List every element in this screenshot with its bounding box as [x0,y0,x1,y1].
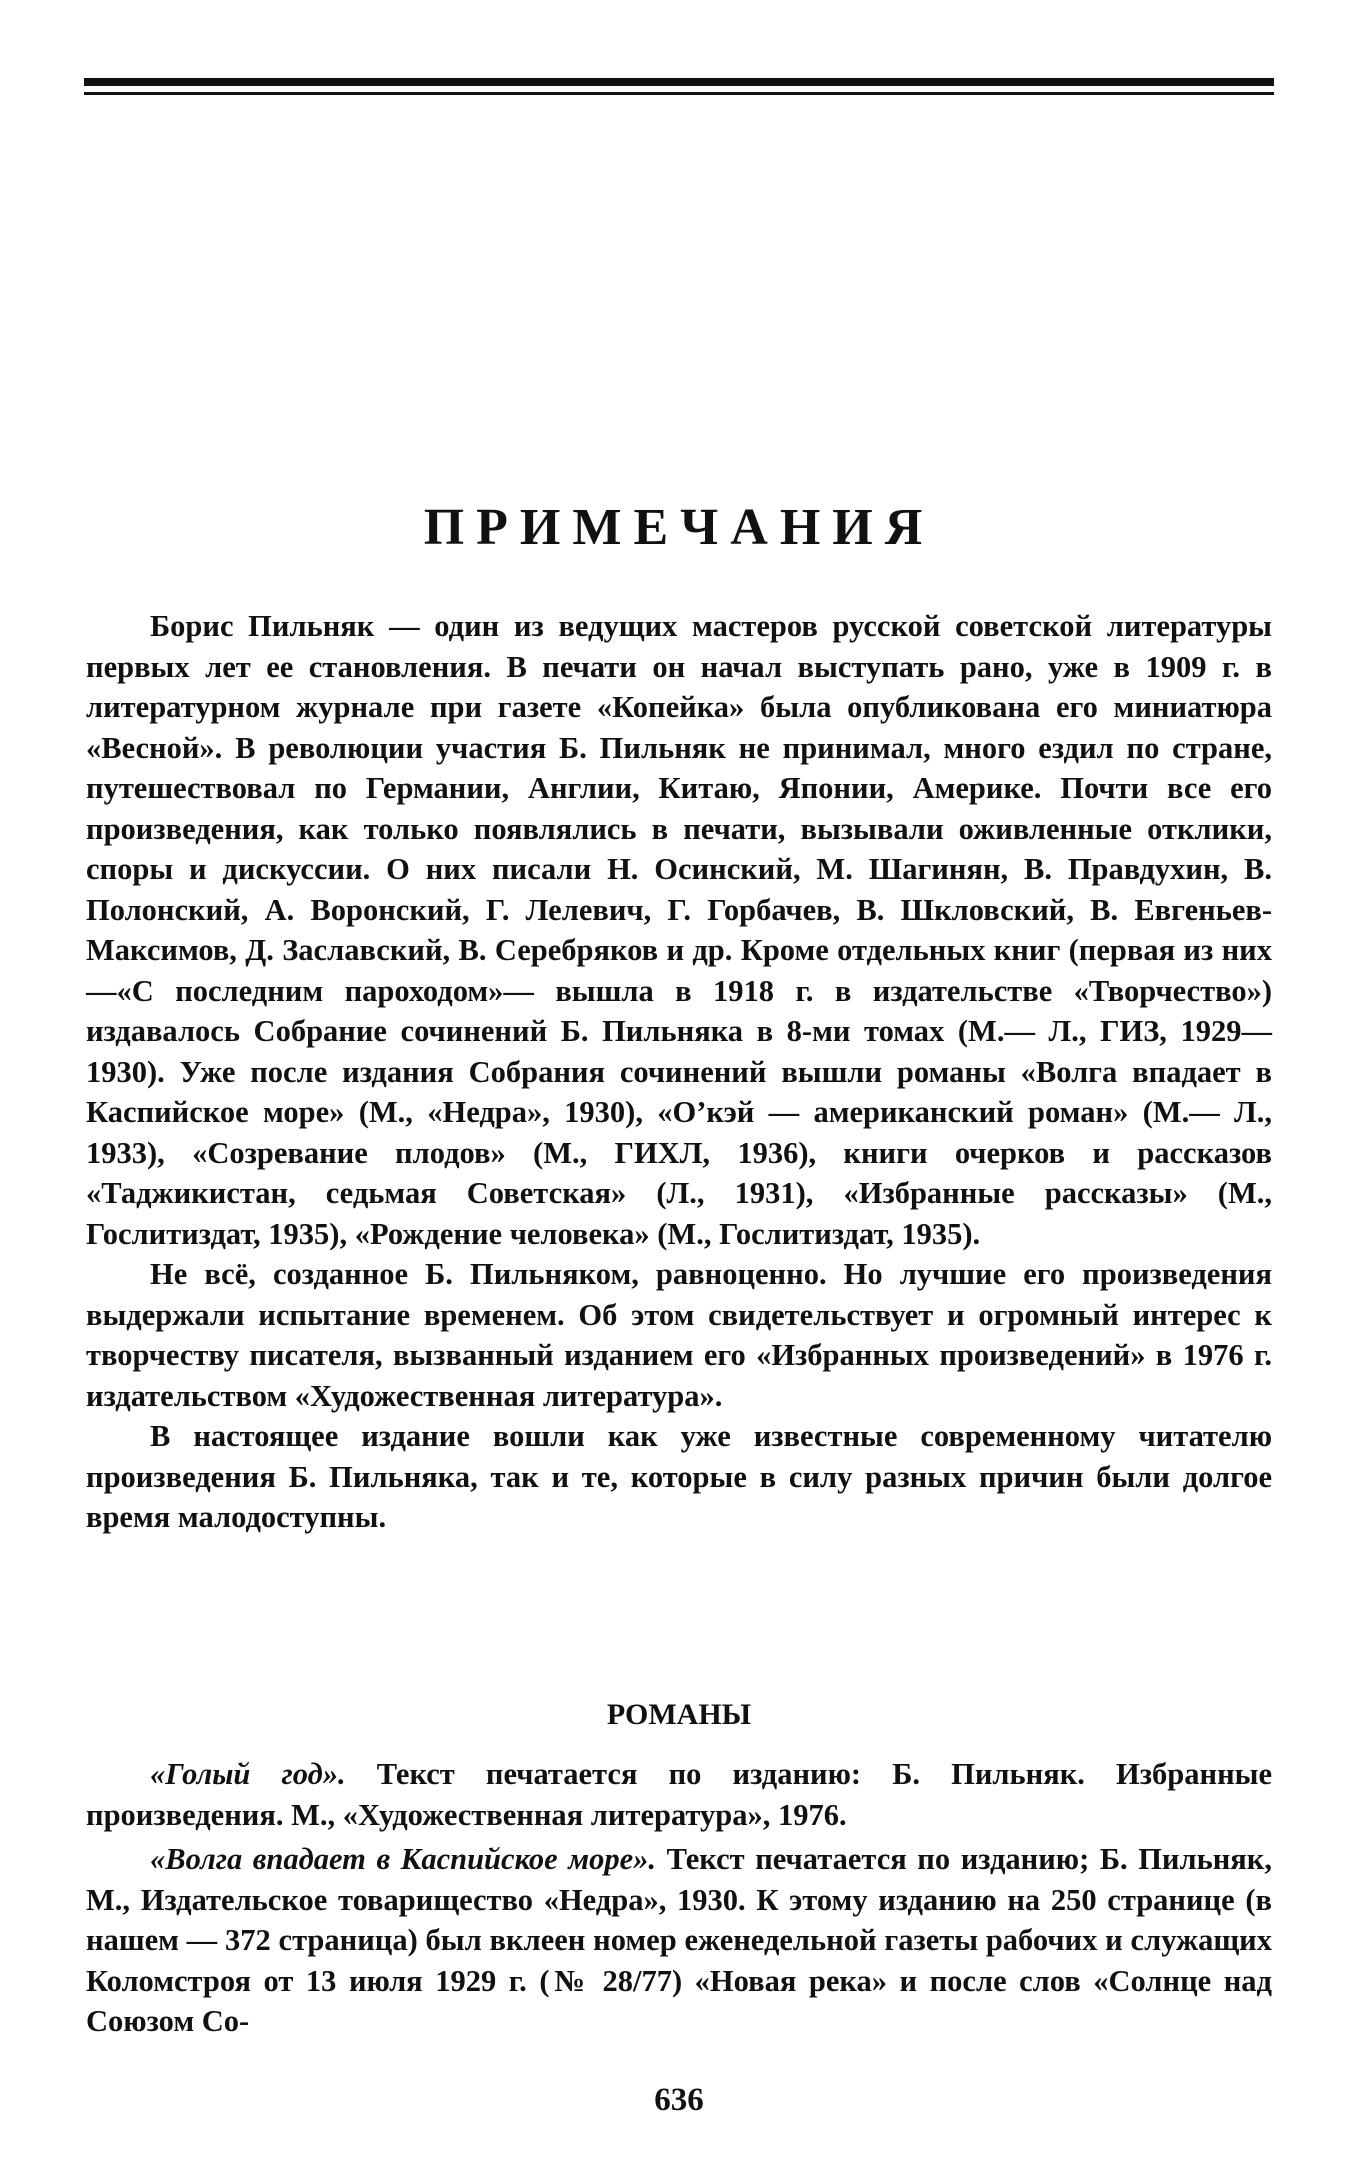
note-item [86,1839,1272,2042]
header-rule-thick [84,78,1274,86]
page-title: ПРИМЕЧАНИЯ [423,499,935,556]
page-number: 636 [654,2082,704,2118]
section-heading: РОМАНЫ [606,1698,752,1731]
header-rule-thin [84,92,1274,95]
intro-paragraph: Не всё, созданное Б. Пильняком, равноценно. Но лучшие его произведения выдержали испытание временем. Об этом свидетельствует и огромный интерес к творчеству писателя, вызванный изданием его «Избранных произведений» в 1976 г. издательством «Художественная литература». [86,1257,1272,1413]
note-item [86,1754,1272,1835]
notes-list [86,1754,1272,2046]
intro-paragraph: Борис Пильняк — один из ведущих мастеров русской советской литературы первых лет ее становления. В печати он начал выступать рано, уже в 1909 г. в литературном журнале при газете «Копейка» была опубликована его миниатюра «Весной». В революции участия Б. Пильняк не принимал, много ездил по стране, путешествовал по Германии, Англии, Китаю, Японии, Америке. Почти все его произведения, как только появлялись в печати, вызывали оживленные отклики, споры и дискуссии. О них писали Н. Осинский, М. Шагинян, В. Правдухин, В. Полонский, А. Воронский, Г. Лелевич, Г. Горбачев, В. Шкловский, В. Евгеньев-Максимов, Д. Заславский, В. Серебряков и др. Кроме отдельных книг (первая из них —«С последним пароходом»— вышла в 1918 г. в издательстве «Творчество») издавалось Собрание сочинений Б. Пильняка в 8-ми томах (М.— Л., ГИЗ, 1929—1930). Уже после издания Собрания сочинений вышли романы «Волга впадает в Каспийское море» (М., «Недра», 1930), «О’кэй — американский роман» (М.— Л., 1933), «Созревание плодов» (М., ГИХЛ, 1936), книги очерков и рассказов «Таджикистан, седьмая Советская» (Л., 1931), «Избранные рассказы» (М., Гослитиздат, 1935), «Рождение человека» (М., Гослитиздат, 1935). [86,609,1272,1251]
note-text: Текст печатается по изданию; Б. Пильняк, М., Издательское товарищество «Недра», 1930. К этому изданию на 250 странице (в нашем — 372 страница) был вклеен номер еженедельной газеты рабочих и служащих Коломстроя от 13 июля 1929 г. (№ 28/77) «Новая река» и после слов «Солнце над Союзом Со- [86,1842,1272,2038]
intro-text [86,606,1272,1538]
intro-paragraph: В настоящее издание вошли как уже известные современному читателю произведения Б. Пильняка, так и те, которые в силу разных причин были долгое время малодоступны. [86,1419,1272,1534]
note-work-title: «Голый год». [150,1757,346,1791]
note-text: Текст печатается по изданию: Б. Пильняк. Избранные произведения. М., «Художественная литература», 1976. [86,1757,1272,1832]
note-work-title: «Волга впадает в Каспийское море». [150,1842,657,1876]
